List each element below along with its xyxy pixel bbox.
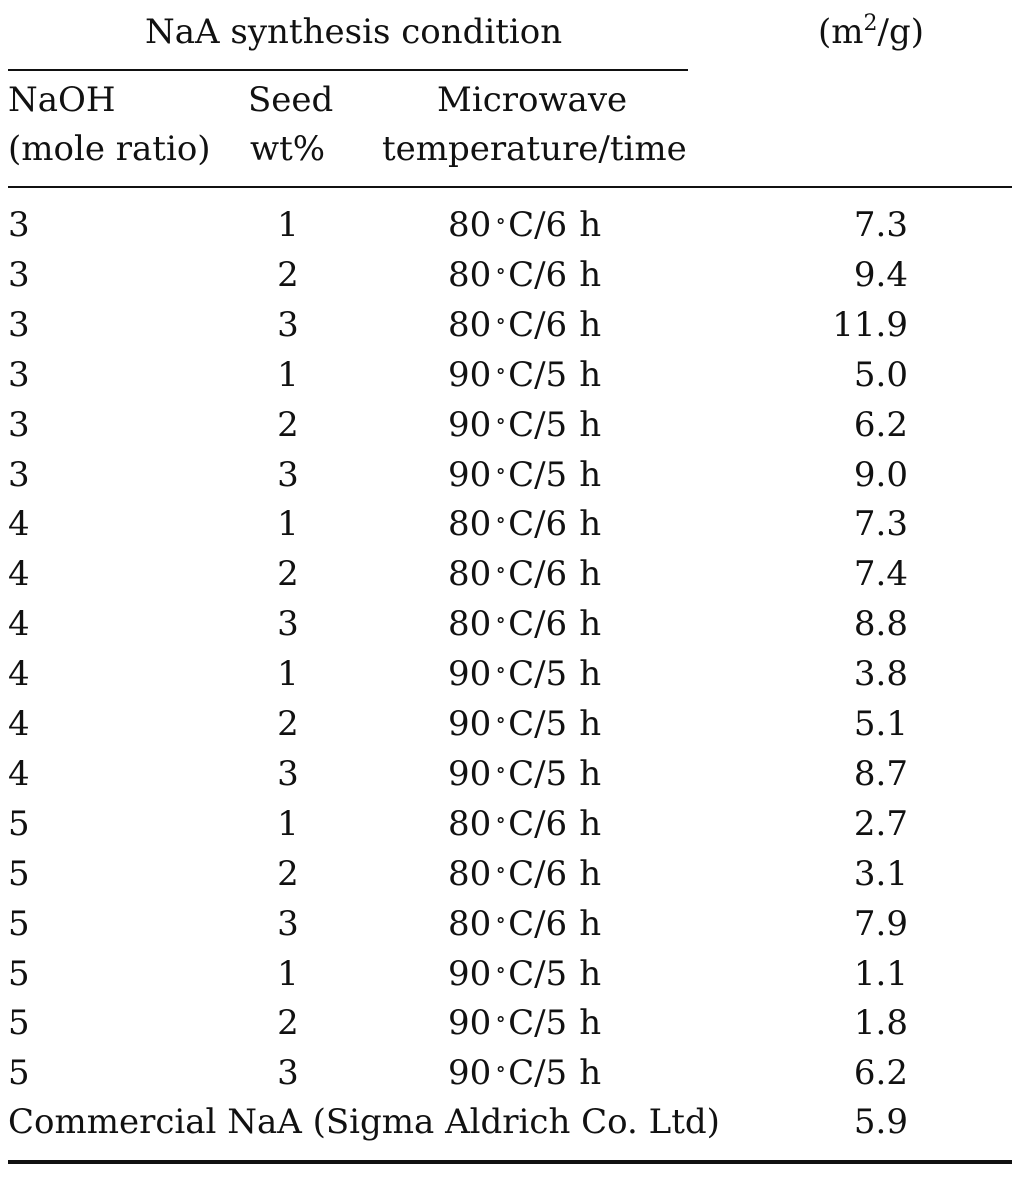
temperature-unit: C/ xyxy=(508,405,546,445)
cell-seed: 2 xyxy=(277,405,299,445)
cell-surface-area: 6.2 xyxy=(853,1053,908,1093)
cell-time: 6 xyxy=(545,255,568,295)
cell-seed: 2 xyxy=(277,854,299,894)
cell-microwave xyxy=(448,355,601,400)
temperature-unit: C/ xyxy=(508,1003,546,1043)
temperature-unit: C/ xyxy=(508,504,546,544)
cell-time: 5 xyxy=(545,355,568,395)
cell-temperature: 90 xyxy=(448,704,492,744)
cell-microwave xyxy=(448,604,601,649)
cell-time: 6 xyxy=(545,854,568,894)
temperature-unit: C/ xyxy=(508,355,546,395)
degree-symbol: ∘ xyxy=(495,1007,507,1032)
header-seed-line1: Seed xyxy=(248,80,334,120)
time-unit: h xyxy=(579,305,602,345)
cell-temperature: 80 xyxy=(448,554,492,594)
degree-symbol: ∘ xyxy=(495,958,507,983)
temperature-unit: C/ xyxy=(508,1053,546,1093)
cell-microwave xyxy=(448,205,601,250)
temperature-unit: C/ xyxy=(508,255,546,295)
cell-temperature: 80 xyxy=(448,504,492,544)
time-unit: h xyxy=(579,604,602,644)
header-bottom-rule xyxy=(8,186,1012,188)
cell-surface-area: 6.2 xyxy=(853,405,908,445)
degree-symbol: ∘ xyxy=(495,808,507,833)
time-unit: h xyxy=(579,405,602,445)
temperature-unit: C/ xyxy=(508,604,546,644)
cell-seed: 3 xyxy=(277,305,299,345)
time-unit: h xyxy=(579,954,602,994)
time-unit: h xyxy=(579,654,602,694)
temperature-unit: C/ xyxy=(508,205,546,245)
cell-seed: 2 xyxy=(277,554,299,594)
cell-surface-area: 3.1 xyxy=(853,854,908,894)
temperature-unit: C/ xyxy=(508,954,546,994)
cell-seed: 3 xyxy=(277,754,299,794)
cell-naoh: 3 xyxy=(8,255,30,295)
cell-seed: 3 xyxy=(277,604,299,644)
time-unit: h xyxy=(579,1053,602,1093)
cell-time: 5 xyxy=(545,654,568,694)
time-unit: h xyxy=(579,355,602,395)
cell-temperature: 80 xyxy=(448,604,492,644)
cell-microwave xyxy=(448,904,601,949)
cell-microwave xyxy=(448,405,601,450)
cell-seed: 3 xyxy=(277,904,299,944)
temperature-unit: C/ xyxy=(508,455,546,495)
area-unit-suffix: /g) xyxy=(877,12,924,52)
cell-surface-area: 11.9 xyxy=(832,305,908,345)
temperature-unit: C/ xyxy=(508,754,546,794)
temperature-unit: C/ xyxy=(508,305,546,345)
degree-symbol: ∘ xyxy=(495,608,507,633)
cell-surface-area: 2.7 xyxy=(853,804,908,844)
cell-naoh: 5 xyxy=(8,954,30,994)
cell-time: 5 xyxy=(545,1003,568,1043)
degree-symbol: ∘ xyxy=(495,508,507,533)
cell-microwave xyxy=(448,754,601,799)
temperature-unit: C/ xyxy=(508,904,546,944)
temperature-unit: C/ xyxy=(508,854,546,894)
cell-surface-area: 8.8 xyxy=(853,604,908,644)
degree-symbol: ∘ xyxy=(495,558,507,583)
degree-symbol: ∘ xyxy=(495,459,507,484)
cell-microwave xyxy=(448,554,601,599)
cell-naoh: 3 xyxy=(8,355,30,395)
cell-surface-area: 3.8 xyxy=(853,654,908,694)
header-naoh-line1: NaOH xyxy=(8,80,116,120)
cell-naoh: 4 xyxy=(8,704,30,744)
cell-microwave xyxy=(448,255,601,300)
time-unit: h xyxy=(579,554,602,594)
cell-temperature: 90 xyxy=(448,455,492,495)
cell-time: 6 xyxy=(545,604,568,644)
cell-naoh: 4 xyxy=(8,654,30,694)
cell-temperature: 90 xyxy=(448,405,492,445)
cell-time: 5 xyxy=(545,455,568,495)
cell-seed: 1 xyxy=(277,804,299,844)
cell-time: 6 xyxy=(545,554,568,594)
cell-surface-area: 7.3 xyxy=(853,504,908,544)
cell-microwave xyxy=(448,305,601,350)
cell-temperature: 80 xyxy=(448,205,492,245)
time-unit: h xyxy=(579,854,602,894)
cell-naoh: 5 xyxy=(8,904,30,944)
area-unit-exponent: 2 xyxy=(863,11,878,36)
degree-symbol: ∘ xyxy=(495,758,507,783)
cell-temperature: 90 xyxy=(448,1003,492,1043)
cell-microwave xyxy=(448,854,601,899)
cell-seed: 1 xyxy=(277,654,299,694)
temperature-unit: C/ xyxy=(508,704,546,744)
cell-time: 5 xyxy=(545,954,568,994)
cell-microwave xyxy=(448,455,601,500)
cell-naoh: 3 xyxy=(8,455,30,495)
cell-naoh: 4 xyxy=(8,504,30,544)
time-unit: h xyxy=(579,804,602,844)
time-unit: h xyxy=(579,1003,602,1043)
table-bottom-rule xyxy=(8,1160,1012,1164)
temperature-unit: C/ xyxy=(508,654,546,694)
cell-temperature: 80 xyxy=(448,854,492,894)
footer-row-label: Commercial NaA (Sigma Aldrich Co. Ltd) xyxy=(8,1102,720,1142)
cell-surface-area: 7.4 xyxy=(853,554,908,594)
cell-temperature: 90 xyxy=(448,654,492,694)
cell-surface-area: 9.4 xyxy=(853,255,908,295)
cell-microwave xyxy=(448,704,601,749)
cell-microwave xyxy=(448,804,601,849)
cell-microwave xyxy=(448,1003,601,1048)
cell-naoh: 4 xyxy=(8,754,30,794)
cell-seed: 2 xyxy=(277,255,299,295)
cell-seed: 2 xyxy=(277,704,299,744)
degree-symbol: ∘ xyxy=(495,658,507,683)
cell-surface-area: 7.3 xyxy=(853,205,908,245)
cell-seed: 2 xyxy=(277,1003,299,1043)
cell-seed: 1 xyxy=(277,205,299,245)
degree-symbol: ∘ xyxy=(495,708,507,733)
cell-time: 6 xyxy=(545,904,568,944)
cell-time: 6 xyxy=(545,804,568,844)
cell-seed: 3 xyxy=(277,455,299,495)
temperature-unit: C/ xyxy=(508,554,546,594)
cell-surface-area: 7.9 xyxy=(853,904,908,944)
header-microwave-line1: Microwave xyxy=(437,80,628,120)
header-microwave-line2: temperature/time xyxy=(382,129,687,169)
cell-naoh: 5 xyxy=(8,854,30,894)
cell-time: 5 xyxy=(545,704,568,744)
cell-temperature: 80 xyxy=(448,305,492,345)
degree-symbol: ∘ xyxy=(495,259,507,284)
time-unit: h xyxy=(579,904,602,944)
cell-temperature: 80 xyxy=(448,804,492,844)
header-group-rule xyxy=(8,69,688,71)
degree-symbol: ∘ xyxy=(495,1057,507,1082)
header-seed-line2: wt% xyxy=(250,129,326,169)
cell-time: 5 xyxy=(545,754,568,794)
cell-seed: 3 xyxy=(277,1053,299,1093)
cell-naoh: 4 xyxy=(8,604,30,644)
cell-seed: 1 xyxy=(277,355,299,395)
cell-temperature: 90 xyxy=(448,954,492,994)
cell-temperature: 80 xyxy=(448,904,492,944)
degree-symbol: ∘ xyxy=(495,409,507,434)
cell-microwave xyxy=(448,1053,601,1098)
time-unit: h xyxy=(579,704,602,744)
cell-seed: 1 xyxy=(277,954,299,994)
cell-surface-area: 5.1 xyxy=(853,704,908,744)
degree-symbol: ∘ xyxy=(495,858,507,883)
cell-naoh: 5 xyxy=(8,1053,30,1093)
cell-microwave xyxy=(448,654,601,699)
cell-time: 6 xyxy=(545,305,568,345)
degree-symbol: ∘ xyxy=(495,359,507,384)
cell-microwave xyxy=(448,954,601,999)
header-naoh-line2: (mole ratio) xyxy=(8,129,211,169)
cell-naoh: 5 xyxy=(8,804,30,844)
cell-naoh: 5 xyxy=(8,1003,30,1043)
cell-temperature: 90 xyxy=(448,1053,492,1093)
cell-naoh: 3 xyxy=(8,405,30,445)
cell-surface-area: 1.1 xyxy=(853,954,908,994)
header-area-unit xyxy=(818,12,924,57)
degree-symbol: ∘ xyxy=(495,908,507,933)
time-unit: h xyxy=(579,255,602,295)
degree-symbol: ∘ xyxy=(495,209,507,234)
area-unit-prefix: (m xyxy=(818,12,864,52)
degree-symbol: ∘ xyxy=(495,309,507,334)
cell-time: 5 xyxy=(545,405,568,445)
cell-naoh: 4 xyxy=(8,554,30,594)
footer-row-area: 5.9 xyxy=(853,1102,908,1142)
cell-temperature: 90 xyxy=(448,355,492,395)
header-group-label: NaA synthesis condition xyxy=(145,12,563,52)
cell-naoh: 3 xyxy=(8,305,30,345)
time-unit: h xyxy=(579,205,602,245)
time-unit: h xyxy=(579,455,602,495)
cell-time: 6 xyxy=(545,205,568,245)
time-unit: h xyxy=(579,754,602,794)
time-unit: h xyxy=(579,504,602,544)
cell-naoh: 3 xyxy=(8,205,30,245)
cell-time: 5 xyxy=(545,1053,568,1093)
cell-temperature: 90 xyxy=(448,754,492,794)
cell-surface-area: 1.8 xyxy=(853,1003,908,1043)
cell-surface-area: 8.7 xyxy=(853,754,908,794)
cell-seed: 1 xyxy=(277,504,299,544)
temperature-unit: C/ xyxy=(508,804,546,844)
cell-surface-area: 5.0 xyxy=(853,355,908,395)
cell-surface-area: 9.0 xyxy=(853,455,908,495)
cell-microwave xyxy=(448,504,601,549)
cell-temperature: 80 xyxy=(448,255,492,295)
cell-time: 6 xyxy=(545,504,568,544)
